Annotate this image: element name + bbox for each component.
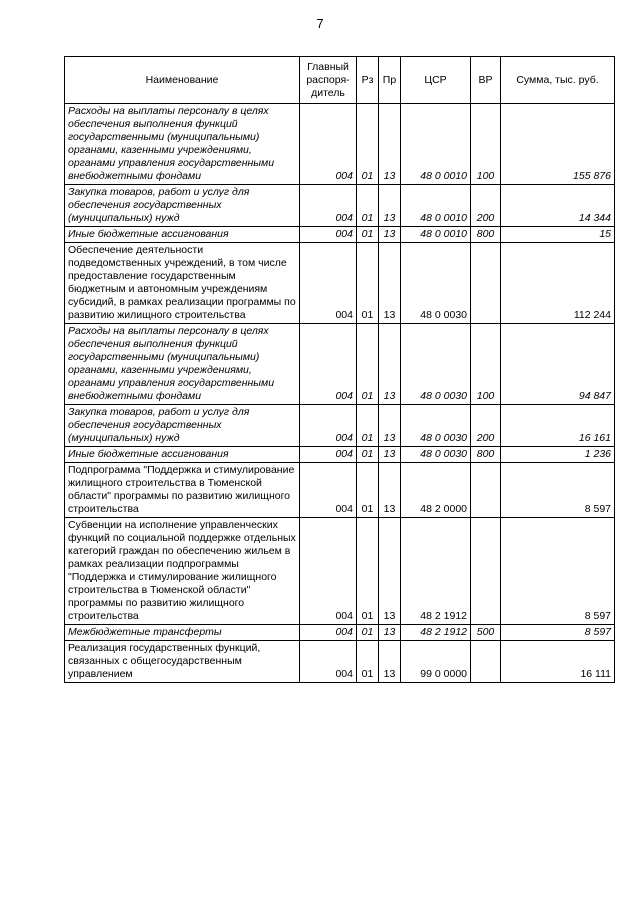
row-admin: 004 [300, 227, 357, 243]
row-csr: 48 0 0010 [401, 227, 471, 243]
row-rz: 01 [357, 104, 379, 185]
row-csr: 48 0 0010 [401, 185, 471, 227]
table-row [65, 185, 615, 227]
row-name: Обеспечение деятельности подведомственных учреждений, в том числе предоставление государственным бюджетным и автономным учреждениям субсидий, в рамках реализации программы по развитию жилищного строительства [65, 243, 300, 324]
row-name: Реализация государственных функций, связанных с общегосударственным управлением [65, 641, 300, 683]
row-csr: 48 0 0030 [401, 447, 471, 463]
row-name: Иные бюджетные ассигнования [65, 227, 300, 243]
row-vr [471, 243, 501, 324]
row-admin: 004 [300, 405, 357, 447]
row-pr: 13 [379, 463, 401, 518]
row-csr: 48 2 1912 [401, 625, 471, 641]
row-csr: 48 0 0030 [401, 405, 471, 447]
row-name: Субвенции на исполнение управленческих функций по социальной поддержке отдельных категорий граждан по обеспечению жильем в рамках реализации подпрограммы "Поддержка и стимулирование жилищного строительства в Тюменской области" программы по развитию жилищного строительства [65, 518, 300, 625]
row-admin: 004 [300, 324, 357, 405]
row-rz: 01 [357, 625, 379, 641]
row-admin: 004 [300, 447, 357, 463]
budget-table [64, 56, 615, 683]
table-header-row [65, 57, 615, 104]
row-csr: 48 2 1912 [401, 518, 471, 625]
row-sum: 15 [501, 227, 615, 243]
row-pr: 13 [379, 227, 401, 243]
table-row [65, 324, 615, 405]
table-row [65, 405, 615, 447]
row-vr: 800 [471, 447, 501, 463]
row-csr: 48 0 0030 [401, 243, 471, 324]
header-csr: ЦСР [401, 57, 471, 104]
table-row [65, 463, 615, 518]
row-sum: 155 876 [501, 104, 615, 185]
row-sum: 1 236 [501, 447, 615, 463]
row-vr [471, 518, 501, 625]
row-name: Расходы на выплаты персоналу в целях обеспечения выполнения функций государственными (муниципальными) органами, казенными учреждениями, органами управления государственными внебюджетными фондами [65, 324, 300, 405]
row-sum: 8 597 [501, 518, 615, 625]
row-rz: 01 [357, 447, 379, 463]
row-vr: 200 [471, 405, 501, 447]
table-row [65, 227, 615, 243]
row-sum: 14 344 [501, 185, 615, 227]
row-vr: 200 [471, 185, 501, 227]
row-rz: 01 [357, 405, 379, 447]
row-sum: 112 244 [501, 243, 615, 324]
row-vr [471, 641, 501, 683]
row-vr: 100 [471, 324, 501, 405]
header-vr: ВР [471, 57, 501, 104]
header-admin: Главный распоря-дитель [300, 57, 357, 104]
page-number: 7 [316, 16, 324, 31]
row-admin: 004 [300, 104, 357, 185]
row-csr: 48 0 0010 [401, 104, 471, 185]
table-row [65, 447, 615, 463]
row-pr: 13 [379, 185, 401, 227]
row-rz: 01 [357, 463, 379, 518]
row-sum: 16 111 [501, 641, 615, 683]
row-name: Закупка товаров, работ и услуг для обеспечения государственных (муниципальных) нужд [65, 185, 300, 227]
table-row [65, 518, 615, 625]
row-vr [471, 463, 501, 518]
row-admin: 004 [300, 243, 357, 324]
table-row [65, 625, 615, 641]
row-name: Иные бюджетные ассигнования [65, 447, 300, 463]
header-name: Наименование [65, 57, 300, 104]
row-rz: 01 [357, 324, 379, 405]
row-pr: 13 [379, 405, 401, 447]
row-csr: 48 2 0000 [401, 463, 471, 518]
header-sum: Сумма, тыс. руб. [501, 57, 615, 104]
row-vr: 800 [471, 227, 501, 243]
row-pr: 13 [379, 104, 401, 185]
row-pr: 13 [379, 324, 401, 405]
row-pr: 13 [379, 518, 401, 625]
table-row [65, 641, 615, 683]
row-pr: 13 [379, 625, 401, 641]
row-pr: 13 [379, 447, 401, 463]
row-sum: 8 597 [501, 463, 615, 518]
row-csr: 99 0 0000 [401, 641, 471, 683]
row-rz: 01 [357, 518, 379, 625]
row-rz: 01 [357, 641, 379, 683]
row-vr: 100 [471, 104, 501, 185]
row-name: Подпрограмма "Поддержка и стимулирование жилищного строительства в Тюменской области" программы по развитию жилищного строительства [65, 463, 300, 518]
row-admin: 004 [300, 625, 357, 641]
row-name: Межбюджетные трансферты [65, 625, 300, 641]
row-sum: 8 597 [501, 625, 615, 641]
row-pr: 13 [379, 243, 401, 324]
row-rz: 01 [357, 185, 379, 227]
table-row [65, 104, 615, 185]
table-row [65, 243, 615, 324]
row-admin: 004 [300, 463, 357, 518]
header-rz: Рз [357, 57, 379, 104]
row-sum: 94 847 [501, 324, 615, 405]
row-pr: 13 [379, 641, 401, 683]
row-csr: 48 0 0030 [401, 324, 471, 405]
row-name: Закупка товаров, работ и услуг для обеспечения государственных (муниципальных) нужд [65, 405, 300, 447]
row-admin: 004 [300, 185, 357, 227]
row-sum: 16 161 [501, 405, 615, 447]
row-rz: 01 [357, 243, 379, 324]
row-admin: 004 [300, 518, 357, 625]
row-admin: 004 [300, 641, 357, 683]
row-rz: 01 [357, 227, 379, 243]
row-name: Расходы на выплаты персоналу в целях обеспечения выполнения функций государственными (муниципальными) органами, казенными учреждениями, органами управления государственными внебюджетными фондами [65, 104, 300, 185]
row-vr: 500 [471, 625, 501, 641]
header-pr: Пр [379, 57, 401, 104]
